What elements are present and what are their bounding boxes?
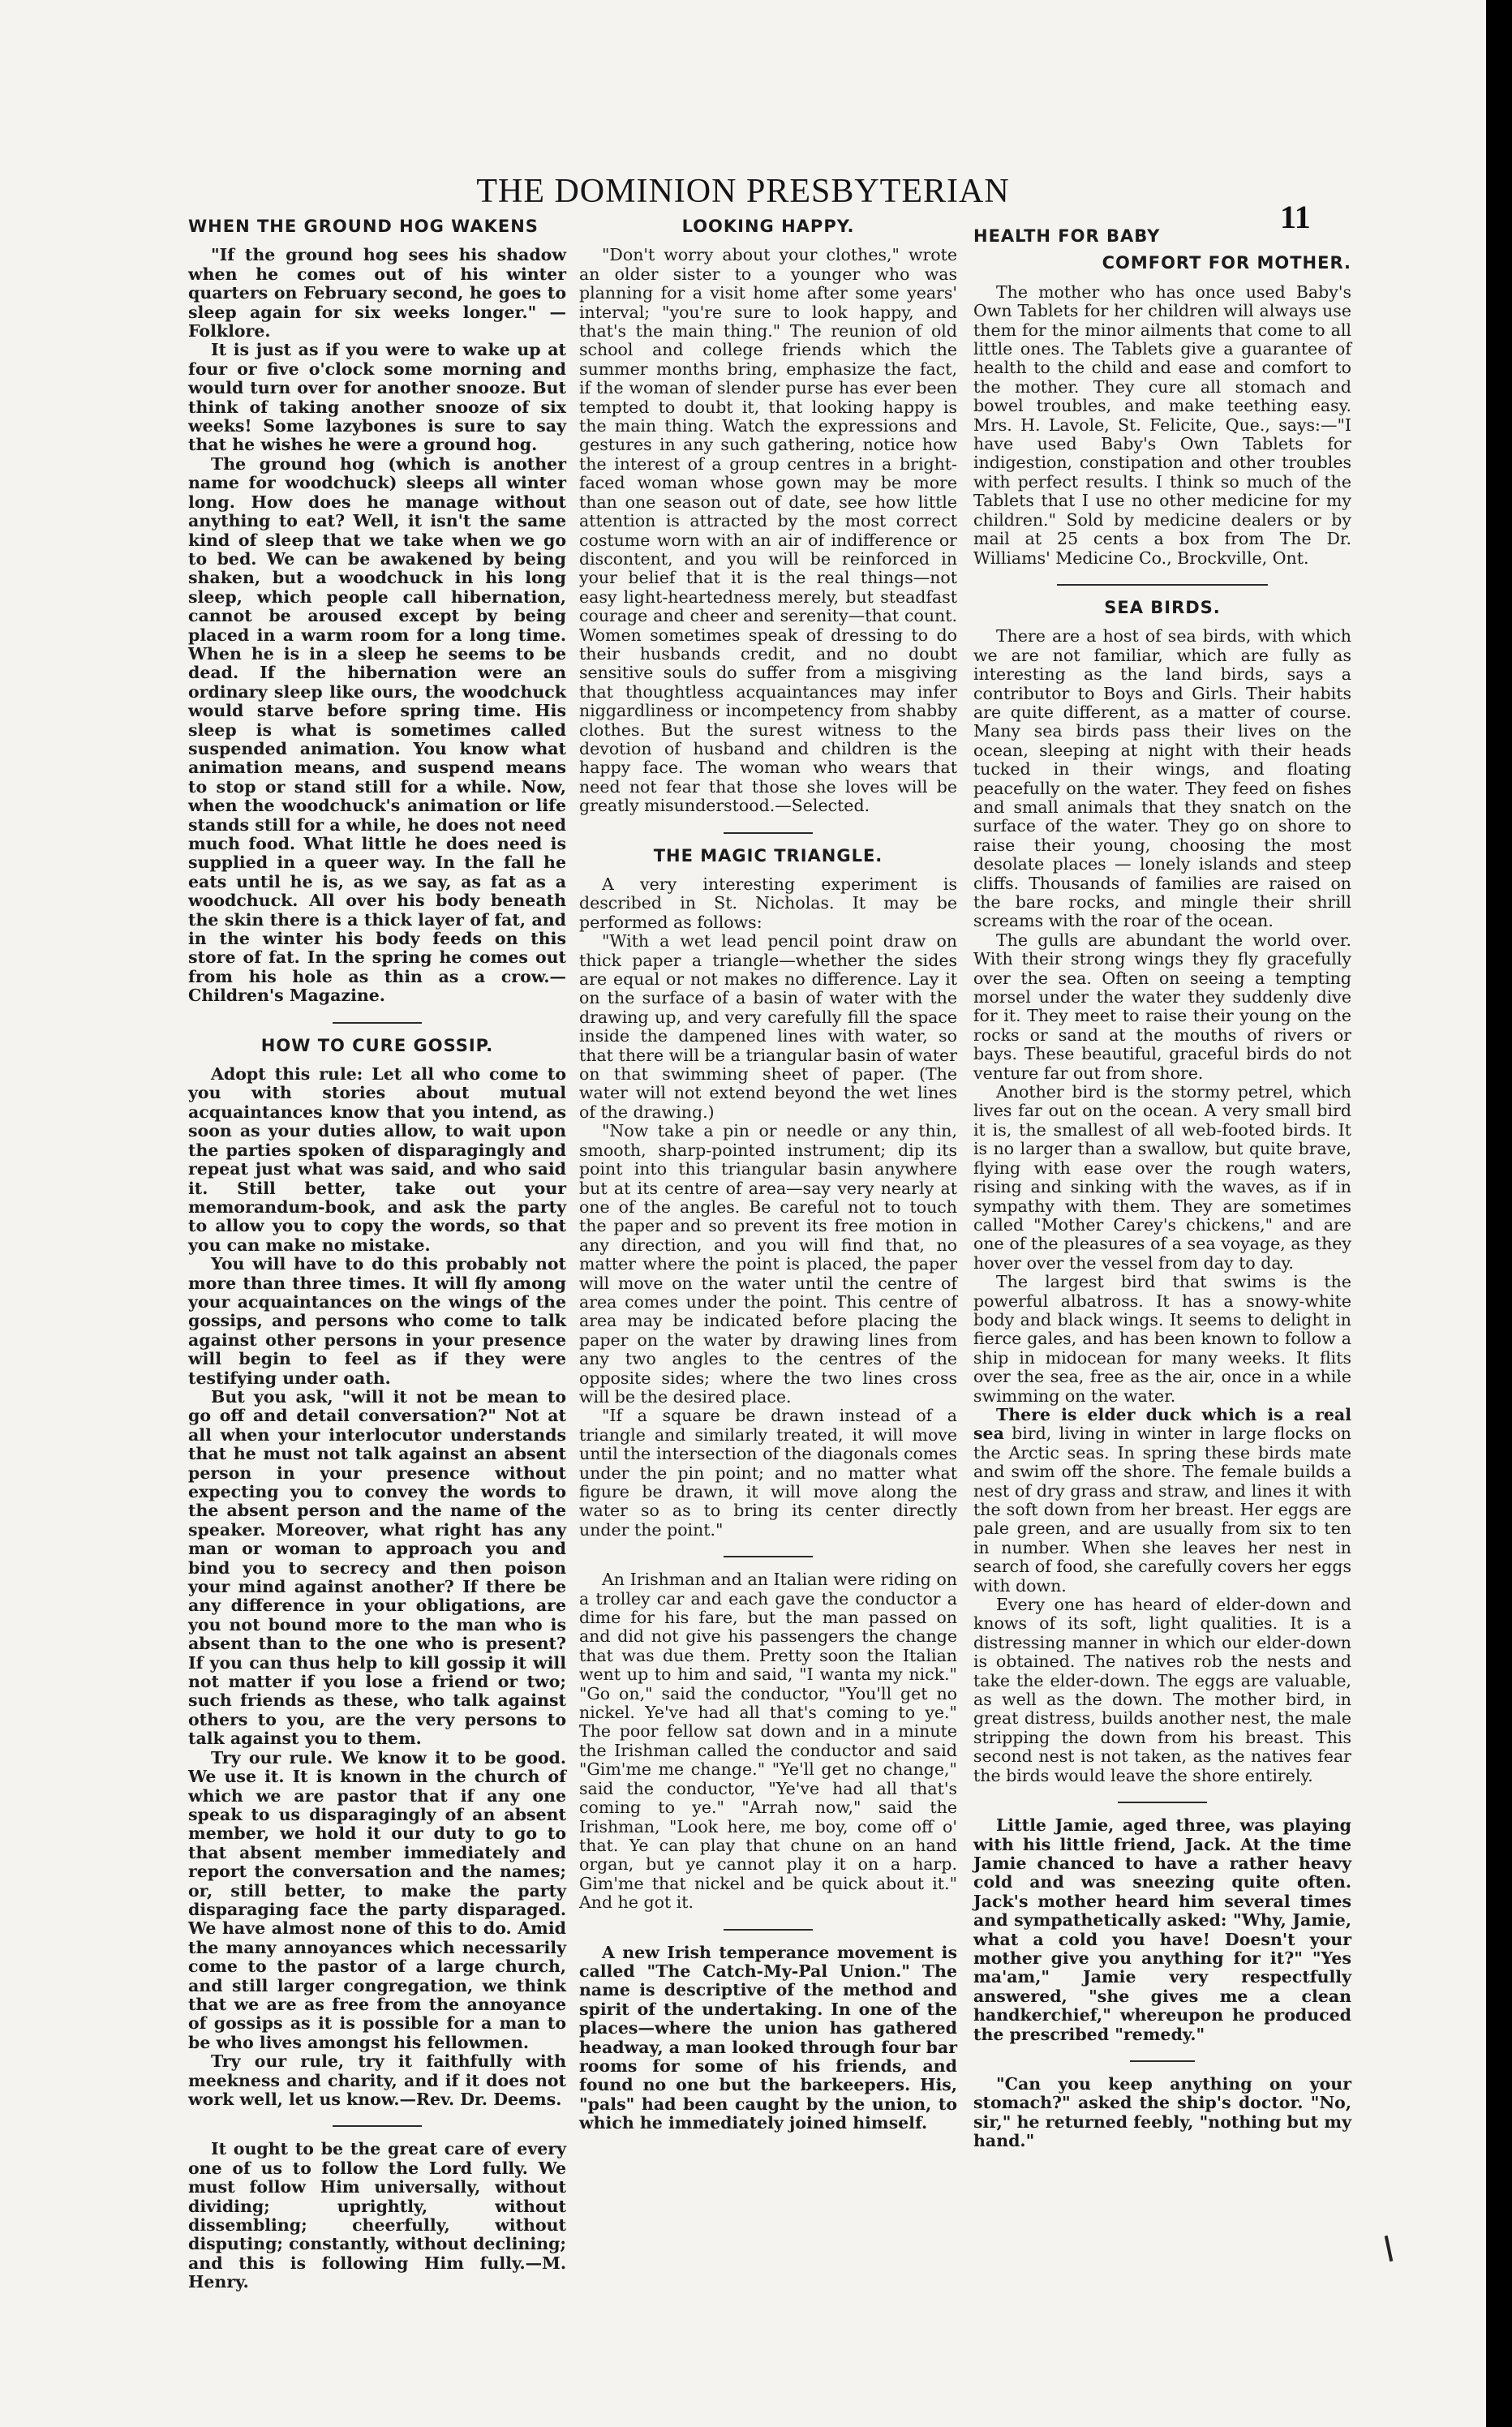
gossip-paragraph: Try our rule. We know it to be good. We use it. It is known in the church of which we are pastor that if any one speak to us disparagingly of an absent member, we hold it our duty to go to that absent member immediately and report the conversation and the names; or, still better, to make the party disparaging face the party disparaged. We have almost none of this to do. Amid the many annoyances which necessarily come to the pastor of a large church, and still larger congregation, we think that we are as free from the annoyance of gossips as it is possible for a man to be who lives amongst his fellowmen. [188,1747,566,2052]
seabirds-paragraph: There are a host of sea birds, with which we are not familiar, which are fully as interesting as the land birds, says a contributor to Boys and Girls. Their habits are quite different, as a matter of course. Many sea birds pass their lives on the ocean, sleeping at night with their heads tucked in their wings, and floating peacefully on the water. They feed on fishes and small animals that they snatch on the surface of the water. They go on shore to raise their young, choosing the most desolate places — lonely islands and steep cliffs. Thousands of families are raised on the bare rocks, and mingle their shrill screams with the roar of the ocean. [973,626,1351,931]
divider [1118,1802,1207,1803]
baby-title-line2: COMFORT FOR MOTHER. [1102,253,1351,273]
seabirds-paragraph: The largest bird that swims is the powerful albatross. It has a snowy-white body and black wings. It seems to delight in fierce gales, and has been known to follow a ship in midocean for many weeks. It flits over the sea, free as the air, once in a while swimming on the water. [973,1272,1351,1406]
seabirds-paragraph [973,1406,1351,1596]
henry-quote: It ought to be the great care of every one of us to follow the Lord fully. We must follow Him universally, without dividing; uprightly, without dissembling; cheerfully, without disputing; constantly, without declining; and this is following Him fully.—M. Henry. [188,2139,566,2292]
left-column [188,209,566,2292]
union-story: A new Irish temperance movement is called "The Catch-My-Pal Union." The name is descriptive of the method and spirit of the undertaking. In one of the places—where the union has gathered headway, a man looked through four bar rooms for some of his friends, and found no one but the barkeepers. His, "pals" had been caught by the union, to which he immediately joined himself. [579,1942,957,2133]
groundhog-paragraph: It is just as if you were to wake up at four or five o'clock some morning and would turn over for another snooze. But think of taking another snooze of six weeks! Some lazybones is sure to say that he wishes he were a ground hog. [188,340,566,455]
divider [724,832,813,834]
seabirds-paragraph: Another bird is the stormy petrel, which lives far out on the ocean. A very small bird it is, the smallest of all web-footed birds. It is no larger than a swallow, but quite brave, flying with ease over the rough waters, rising and sinking with the waves, as if in sympathy with them. They are sometimes called "Mother Carey's chickens," and are one of the pleasures of a sea voyage, as they hover over the vessel from day to day. [973,1082,1351,1273]
irishman-story: An Irishman and an Italian were riding on a trolley car and each gave the conductor a dime for his fare, but the man passed on and did not give his passengers the change that was due them. Pretty soon the Italian went up to him and said, "I wanta my nick." "Go on," said the conductor, "You'll get no nickel. Ye've had all that's coming to ye." The poor fellow sat down and in a minute the Irishman called the conductor and said "Gim'me me change." "Ye'll get no change," said the conductor, "Ye've had all that's coming to ye." "Arrah now," said the Irishman, "Look here, me boy, come off o' that. Ye can play that chune on an hand organ, but ye cannot play it on a harp. Gim'me that nickel and be quick about it." And he got it. [579,1570,957,1913]
gossip-paragraph: But you ask, "will it not be mean to go off and detail conversation?" Not at all when your interlocutor understands that he must not talk against an absent person in your presence without expecting you to convey the words to the absent person and the name of the speaker. Moreover, what right has any man or woman to approach you and bind you to secrecy and then poison your mind against another? If there be any difference in your obligations, are you not bound more to the man who is absent than to the one who is present? If you can thus help to kill gossip it will not matter if you lose a friend or two; such friends as these, who talk against others to you, are the very persons to talk against you to them. [188,1386,566,1749]
seabirds-title: SEA BIRDS. [1104,597,1221,617]
right-column [973,219,1351,2151]
stomach-joke: "Can you keep anything on your stomach?" asked the ship's doctor. "No, sir," he returned feebly, "nothing but my hand." [973,2073,1351,2151]
baby-title-line1: HEALTH FOR BABY [973,226,1161,246]
middle-column [579,209,957,2133]
triangle-title: THE MAGIC TRIANGLE. [653,845,883,866]
jamie-story: Little Jamie, aged three, was playing with his little friend, Jack. At the time Jamie chanced to have a rather heavy cold and was sneezing quite often. Jack's mother heard him several times and sympathetically asked: "Why, Jamie, what a cold you have! Doesn't your mother give you anything for it?" "Yes ma'am," Jamie very respectfully answered, "she gives me a clean handkerchief," whereupon he produced the prescribed "remedy." [973,1815,1351,2044]
seabirds-bold-lead: There is elder duck which is a real sea [973,1404,1351,1444]
triangle-paragraph: "With a wet lead pencil point draw on thick paper a triangle—whether the sides are equal or not makes no difference. Lay it on the surface of a basin of water with the drawing up, and very carefully fill the space inside the dampened lines with water, so that there will be a triangular basin of water on that swimming sheet of paper. (The water will not extend beyond the wet lines of the drawing.) [579,931,957,1122]
triangle-paragraph: A very interesting experiment is described in St. Nicholas. It may be performed as follows: [579,874,957,932]
gossip-paragraph: Adopt this rule: Let all who come to you with stories about mutual acquaintances know that you intend, as soon as your duties allow, to wait upon the parties spoken of disparagingly and repeat just what was said, and who said it. Still better, take out your memorandum-book, and ask the party to allow you to copy the words, so that you can make no mistake. [188,1064,566,1255]
divider [724,1929,813,1931]
triangle-paragraph: "If a square be drawn instead of a triangle and similarly treated, it will move until the intersection of the diagonals comes under the pin point; and no matter what figure be drawn, it will move along the water so as to bring its center directly under the point." [579,1406,957,1540]
divider [333,1022,422,1024]
divider [724,1556,813,1557]
divider [333,2125,422,2127]
masthead: THE DOMINION PRESBYTERIAN [476,173,1010,210]
ink-mark [1385,2236,1394,2262]
gossip-paragraph: You will have to do this probably not more than three times. It will fly among your acquaintances on the wings of the gossips, and persons who come to talk against other persons in your presence will begin to feel as if they were testifying under oath. [188,1254,566,1388]
divider [1057,584,1268,586]
page-number: 11 [1280,199,1311,235]
seabirds-paragraph: Every one has heard of elder-down and knows of its soft, light qualities. It is a distressing manner in which our elder-down is obtained. The natives rob the nests and take the elder-down. The eggs are valuable, as well as the down. The mother bird, in great distress, builds another nest, the male stripping the down from his breast. This second nest is not taken, as the natives fear the birds would leave the shore entirely. [973,1595,1351,1785]
gossip-paragraph: Try our rule, try it faithfully with meekness and charity, and if it does not work well, let us know.—Rev. Dr. Deems. [188,2051,566,2109]
groundhog-paragraph: The ground hog (which is another name for woodchuck) sleeps all winter long. How does he manage without anything to eat? Well, it isn't the same kind of sleep that we take when we go to bed. We can be awakened by being shaken, but a woodchuck in his long sleep, which people call hibernation, cannot be aroused except by being placed in a warm room for a long time. When he is in a sleep he seems to be dead. If the hibernation were an ordinary sleep like ours, the woodchuck would starve before spring time. His sleep is what is sometimes called suspended animation. You know what animation means, and suspend means to stop or stand still for a while. Now, when the woodchuck's animation or life stands still for a while, he does not need much food. What little he does need is supplied in a queer way. In the fall he eats until he is, as we say, as fat as a woodchuck. All over his body beneath the skin there is a thick layer of fat, and in the winter his body feeds on this store of fat. In the spring he comes out from his hole as thin as a crow.—Children's Magazine. [188,453,566,1006]
seabirds-paragraph: The gulls are abundant the world over. With their strong wings they fly gracefully over the sea. Often on seeing a tempting morsel under the water they suddenly dive for it. They meet to raise their young on the rocks or sand at the mouths of rivers or bays. These beautiful, graceful birds do not venture far out from shore. [973,930,1351,1083]
divider [1130,2060,1195,2062]
triangle-paragraph: "Now take a pin or needle or any thin, smooth, sharp-pointed instrument; dip its point into this triangular basin anywhere but at its centre of area—say very nearly at one of the angles. Be careful not to touch the paper and so prevent its free motion in any direction, and you will find that, no matter where the point is placed, the paper will move on the water until the centre of area comes under the point. This centre of area may be indicated before placing the paper on the water by drawing lines from any two angles to the centres of the opposite sides; where the two lines cross will be the desired place. [579,1121,957,1407]
baby-paragraph: The mother who has once used Baby's Own Tablets for her children will always use them for the minor ailments that come to all little ones. The Tablets give a guarantee of health to the child and ease and comfort to the mother. They cure all stomach and bowel troubles, and make teething easy. Mrs. H. Lavole, St. Felicite, Que., says:—"I have used Baby's Own Tablets for indigestion, constipation and other troubles with perfect results. I think so much of the Tablets that I use no other medicine for my children." Sold by medicine dealers or by mail at 25 cents a box from The Dr. Williams' Medicine Co., Brockville, Ont. [973,281,1351,568]
groundhog-paragraph: "If the ground hog sees his shadow when he comes out of his winter quarters on February second, he goes to sleep again for six weeks longer." —Folklore. [188,245,566,341]
happy-paragraph: "Don't worry about your clothes," wrote an older sister to a younger who was planning for a visit home after some years' interval; "you're sure to look happy, and that's the main thing." The reunion of old school and college friends which the summer months bring, emphasize the fact, if the woman of slender purse has ever been tempted to doubt it, that looking happy is the main thing. Watch the expressions and gestures in any such gathering, notice how the interest of a group centres in a bright-faced woman whose gown may be more than one season out of date, see how little attention is attracted by the most correct costume worn with an air of indifference or discontent, and you will be reinforced in your belief that it is the real things—not easy light-heartedness merely, but steadfast courage and cheer and serenity—that count. Women sometimes speak of dressing to do their husbands credit, and no doubt sensitive souls do suffer from a misgiving that thoughtless acquaintances may infer niggardliness or incompetency from shabby clothes. But the surest witness to the devotion of husband and children is the happy face. The woman who wears that need not fear that those she loves will be greatly misunderstood.—Selected. [579,245,957,816]
seabirds-rest: bird, living in winter in large flocks on the Arctic seas. In spring these birds mate and swim off the shore. The female builds a nest of dry grass and straw, and lines it with the soft down from her breast. Her eggs are pale green, and are usually from six to ten in number. When she leaves her nest in search of food, she carefully covers her eggs with down. [973,1424,1351,1596]
groundhog-title: WHEN THE GROUND HOG WAKENS [188,217,539,236]
happy-title: LOOKING HAPPY. [681,217,855,236]
gossip-title: HOW TO CURE GOSSIP. [260,1035,494,1055]
